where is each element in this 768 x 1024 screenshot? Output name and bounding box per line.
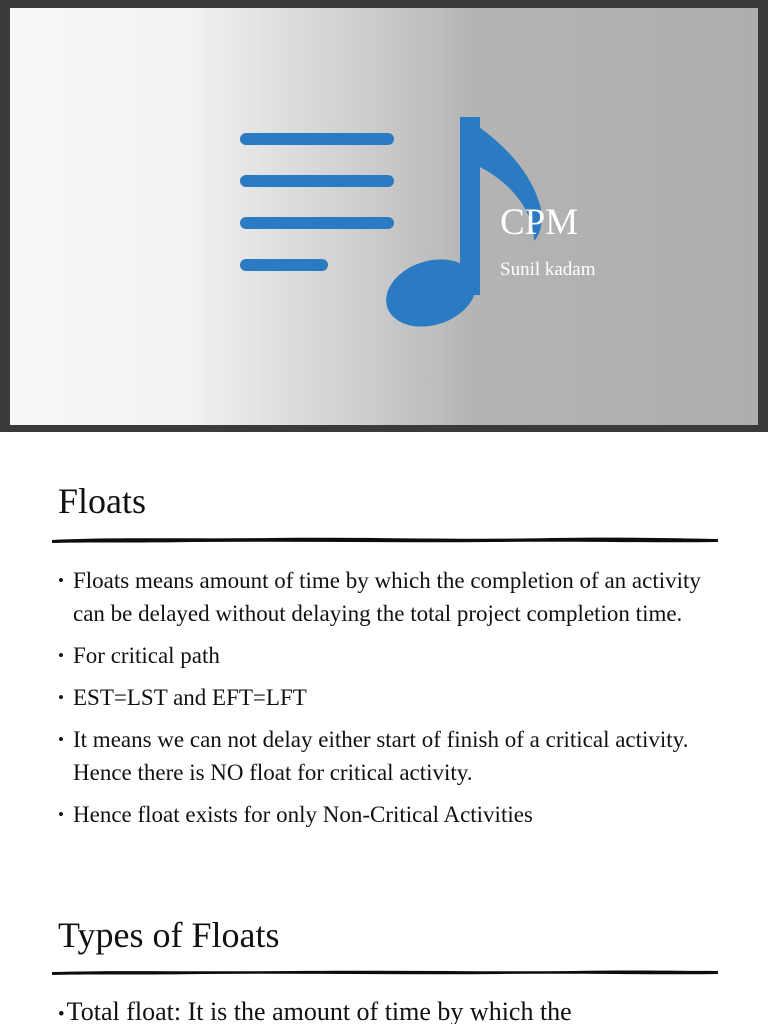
slide-subtitle: Sunil kadam: [500, 259, 596, 280]
floats-heading: Floats: [58, 481, 147, 521]
bullet-text: EST=LST and EFT=LFT: [73, 685, 307, 710]
bullet-glyph: •: [58, 805, 64, 824]
floats-slide: [0, 432, 768, 1024]
title-slide-frame: [0, 0, 768, 432]
bullet-text: It means we can not delay either start of finish of a critical activity. Hence there is NO float for critical activity.: [73, 727, 689, 785]
bullet-glyph: •: [58, 571, 64, 590]
bullet-text: For critical path: [73, 643, 220, 668]
heading-divider: [52, 534, 718, 544]
types-of-floats-heading: Types of Floats: [58, 915, 280, 955]
bullet-glyph: •: [58, 688, 64, 707]
list-item: [58, 564, 718, 630]
bullet-glyph: •: [58, 730, 64, 749]
floats-bullet-list: [58, 564, 718, 840]
bullet-text: Floats means amount of time by which the completion of an activity can be delayed without delaying the total project completion time.: [73, 568, 701, 626]
slide-title: CPM: [500, 202, 579, 243]
bullet-text: Total float: It is the amount of time by which the: [66, 997, 572, 1024]
bullet-glyph: •: [58, 646, 64, 665]
bullet-glyph: •: [58, 1004, 65, 1024]
total-float-bullet: [58, 997, 572, 1024]
list-item: [58, 639, 718, 672]
list-item: [58, 798, 718, 831]
list-item: [58, 681, 718, 714]
list-item: [58, 723, 718, 789]
bullet-text: Hence float exists for only Non-Critical Activities: [73, 802, 533, 827]
heading-divider: [52, 967, 718, 977]
title-slide: [10, 8, 758, 425]
